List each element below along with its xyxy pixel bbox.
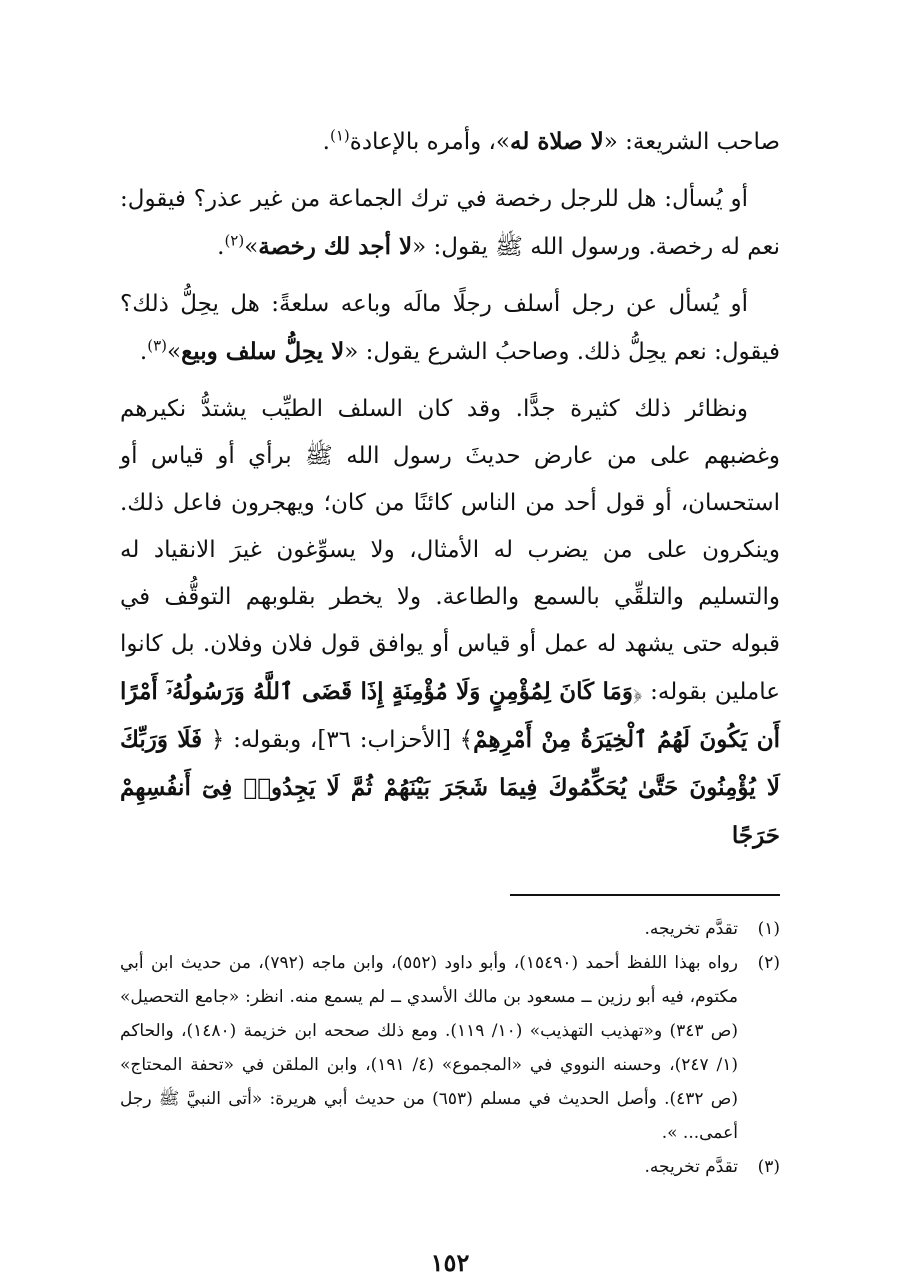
footnote-3	[120, 1150, 780, 1184]
text-span: أو يُسأل عن رجل أسلف رجلًا مالَه وباعه سلعةً: هل يحِلُّ ذلك؟ فيقول: نعم يحِلُّ ذلك. وصاحبُ الشرع يقول: «	[120, 291, 780, 365]
text-span: ﴾ [الأحزاب: ٣٦]، وبقوله: ﴿	[202, 727, 474, 753]
text-span: ونظائر ذلك كثيرة جدًّا. وقد كان السلف الطيِّب يشتدُّ نكيرهم وغضبهم على من عارض حديثَ رسول الله ﷺ برأي أو قياس أو استحسان، أو قول أحد من الناس كائنًا من كان؛ ويهجرون فاعل ذلك. وينكرون على من يضرب له الأمثال، ولا يسوِّغون غيرَ الانقياد له والتسليم والتلقِّي بالسمع والطاعة. ولا يخطر بقلوبهم التوقُّف في قبوله حتى يشهد له عمل أو قياس أو يوافق قول فلان وفلان. بل كانوا عاملين بقوله: ﴿	[120, 396, 780, 705]
footnote-ref-2: (٢)	[224, 231, 245, 250]
hadith-quote: لا أجد لك رخصة	[258, 233, 413, 260]
book-page	[120, 118, 780, 1277]
footnote-separator	[510, 894, 780, 896]
text-span: أو يُسأل: هل للرجل رخصة في ترك الجماعة من غير عذر؟ فيقول: نعم له رخصة. ورسول الله ﷺ يقول: «	[120, 186, 780, 260]
footnote-1	[120, 912, 780, 946]
paragraph-4	[120, 386, 780, 860]
text-span: صاحب الشريعة: «	[603, 129, 780, 155]
footnote-text: رواه بهذا اللفظ أحمد (١٥٤٩٠)، وأبو داود (٥٥٢)، وابن ماجه (٧٩٢)، من حديث ابن أبي مكتوم، فيه أبو رزين ــ مسعود بن مالك الأسدي ــ لم يسمع منه. انظر: «جامع التحصيل» (ص ٣٤٣) و«تهذيب التهذيب» (١٠/ ١١٩). ومع ذلك صححه ابن خزيمة (١٤٨٠)، والحاكم (١/ ٢٤٧)، وحسنه النووي في «المجموع» (٤/ ١٩١)، وابن الملقن في «تحفة المحتاج» (ص ٤٣٢). وأصل الحديث في مسلم (٦٥٣) من حديث أبي هريرة: «أتى النبيَّ ﷺ رجل أعمى... ».	[120, 953, 738, 1143]
quran-verse: وَمَا كَانَ لِمُؤْمِنٍ وَلَا مُؤْمِنَةٍ إِذَا قَضَى ٱللَّهُ وَرَسُولُهُۥٓ أَمْرًا أَن يَكُونَ لَهُمُ ٱلْخِيَرَةُ مِنْ أَمْرِهِمْ	[120, 678, 780, 753]
paragraph-1	[120, 118, 780, 166]
footnote-text: تقدَّم تخريجه.	[644, 1157, 738, 1177]
footnote-number: (٢)	[757, 953, 780, 973]
hadith-quote: لا يحِلُّ سلف وبيع	[181, 338, 345, 365]
quran-verse: فَلَا وَرَبِّكَ لَا يُؤْمِنُونَ حَتَّىٰ يُحَكِّمُوكَ فِيمَا شَجَرَ بَيْنَهُمْ ثُمَّ لَا يَجِدُوا۟ فِىٓ أَنفُسِهِمْ حَرَجًا	[120, 726, 780, 849]
footnote-ref-1: (١)	[329, 126, 350, 145]
text-span: »، وأمره بالإعادة	[349, 129, 510, 155]
text-span: »	[166, 339, 182, 365]
footnote-ref-3: (٣)	[147, 336, 167, 355]
footnote-text: تقدَّم تخريجه.	[644, 919, 738, 939]
footnote-number: (٣)	[757, 1157, 780, 1177]
text-span: .	[217, 234, 225, 260]
main-text	[120, 118, 780, 860]
paragraph-2	[120, 176, 780, 271]
text-span: .	[322, 129, 330, 155]
footnote-2	[120, 946, 780, 1150]
text-span: .	[139, 339, 148, 365]
footnotes	[120, 912, 780, 1184]
footnote-number: (١)	[757, 919, 780, 939]
page-number: ١٥٢	[430, 1248, 470, 1277]
hadith-quote: لا صلاة له	[510, 128, 604, 155]
text-span: »	[244, 234, 259, 260]
paragraph-3	[120, 281, 780, 376]
